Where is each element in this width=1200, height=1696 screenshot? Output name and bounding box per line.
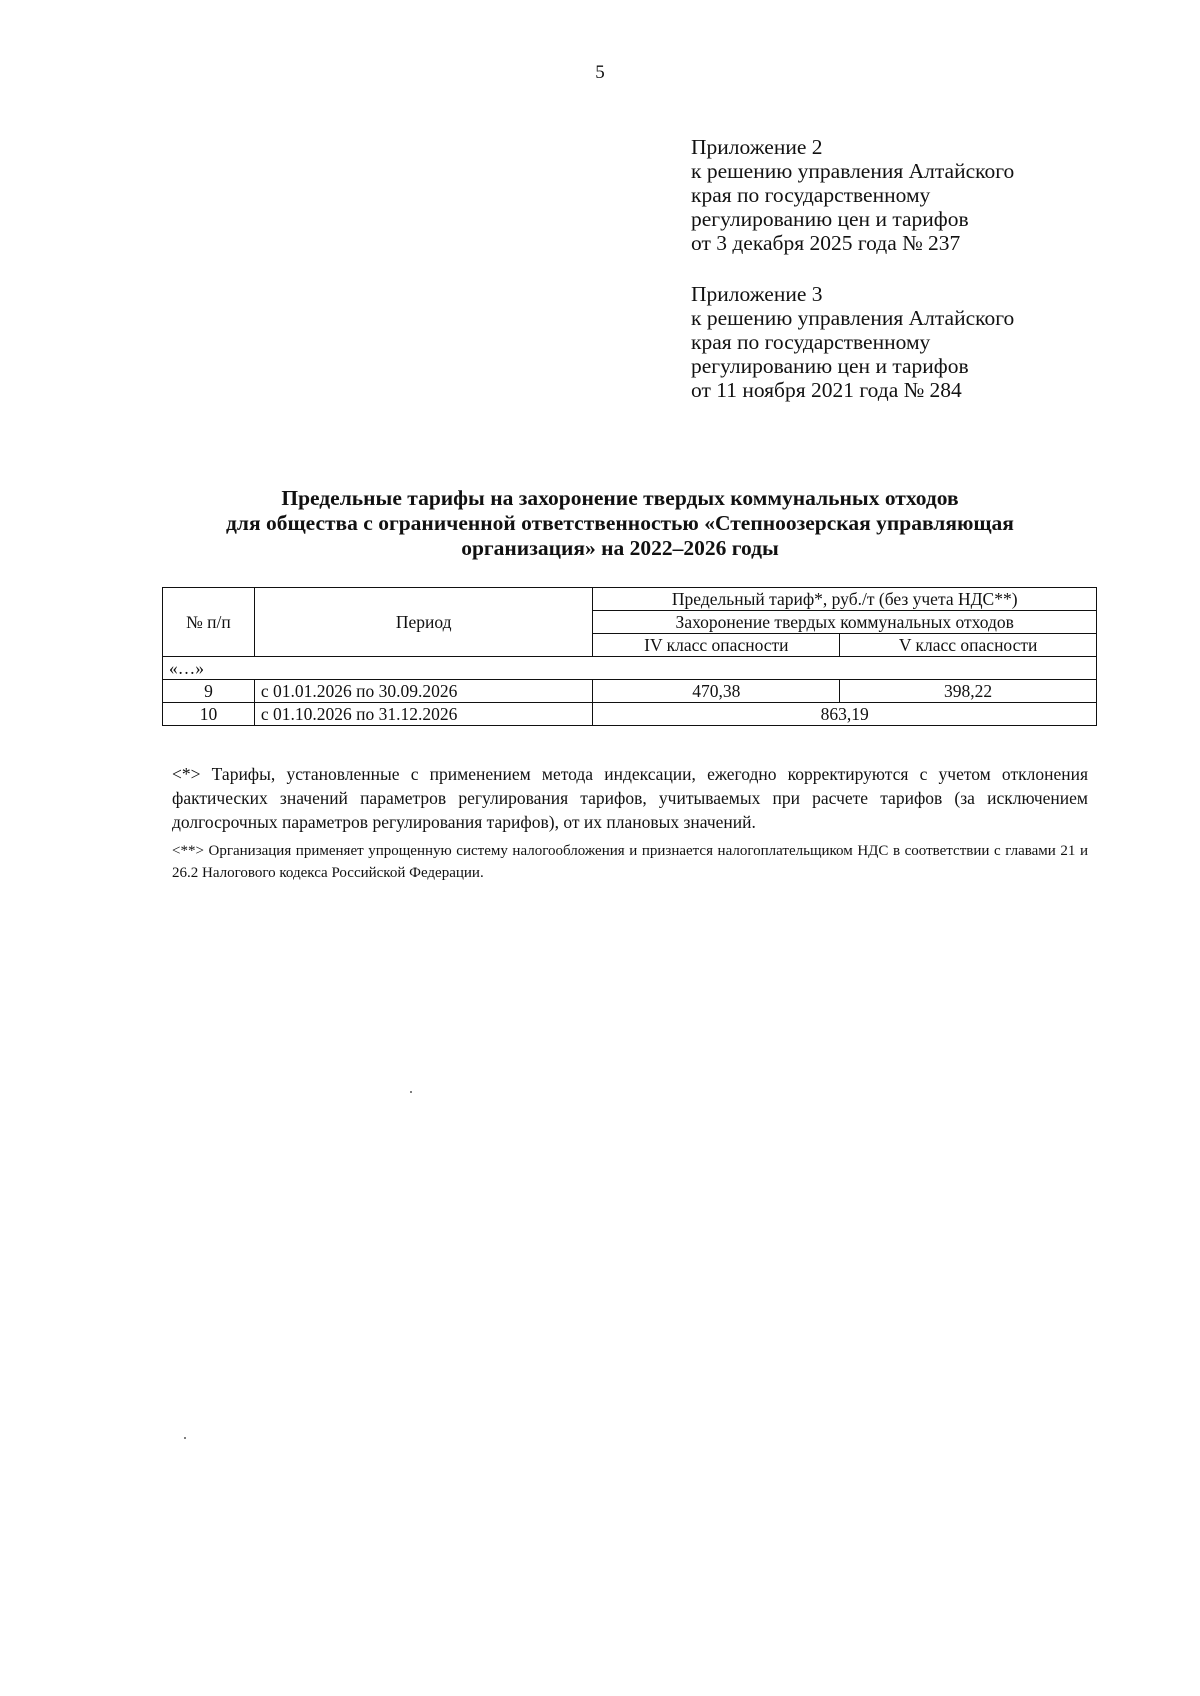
header-tariff: Предельный тариф*, руб./т (без учета НДС**) <box>593 588 1097 611</box>
cell-period: с 01.10.2026 по 31.12.2026 <box>254 703 593 726</box>
cell-number: 10 <box>163 703 255 726</box>
footnote-2: <**> Организация применяет упрощенную систему налогообложения и признается налогоплательщиком НДС в соответствии с главами 21 и 26.2 Налогового кодекса Российской Федерации. <box>172 843 1088 881</box>
appendix-3-line: регулированию цен и тарифов <box>691 354 969 378</box>
appendix-3-block <box>691 282 1111 402</box>
cell-number: 9 <box>163 680 255 703</box>
appendix-2-line: от 3 декабря 2025 года № 237 <box>691 231 961 255</box>
appendix-2-line: к решению управления Алтайского <box>691 159 1015 183</box>
appendix-2-block <box>691 135 1111 255</box>
table-row <box>163 680 1097 703</box>
page-number: 5 <box>595 62 605 83</box>
header-period: Период <box>254 588 593 657</box>
cell-class-v: 398,22 <box>840 680 1097 703</box>
footnotes <box>172 762 1088 884</box>
appendix-2-line: края по государственному <box>691 183 931 207</box>
table-header-row <box>163 588 1097 611</box>
tariff-table <box>162 587 1097 726</box>
table-row <box>163 703 1097 726</box>
table-row <box>163 657 1097 680</box>
appendix-3-line: Приложение 3 <box>691 282 823 306</box>
scan-speck <box>184 1437 186 1439</box>
ellipsis-cell: «…» <box>163 657 1097 680</box>
cell-merged-tariff: 863,19 <box>593 703 1097 726</box>
footnote-1: <*> Тарифы, установленные с применением метода индексации, ежегодно корректируются с учетом отклонения фактических значений параметров регулирования тарифов, учитываемых при расчете тарифов (за исключением долгосрочных параметров регулирования тарифов), от их плановых значений. <box>172 764 1088 832</box>
appendix-3-line: края по государственному <box>691 330 931 354</box>
header-burial: Захоронение твердых коммунальных отходов <box>593 611 1097 634</box>
title-line: для общества с ограниченной ответственностью «Степноозерская управляющая <box>226 511 1014 535</box>
document-title <box>160 486 1080 561</box>
title-line: организация» на 2022–2026 годы <box>461 536 779 560</box>
appendix-2-line: Приложение 2 <box>691 135 823 159</box>
scan-speck <box>410 1091 412 1093</box>
cell-period: с 01.01.2026 по 30.09.2026 <box>254 680 593 703</box>
header-number: № п/п <box>163 588 255 657</box>
appendix-3-line: от 11 ноября 2021 года № 284 <box>691 378 962 402</box>
header-class-v: V класс опасности <box>840 634 1097 657</box>
title-line: Предельные тарифы на захоронение твердых коммунальных отходов <box>281 486 959 510</box>
header-class-iv: IV класс опасности <box>593 634 840 657</box>
appendix-3-line: к решению управления Алтайского <box>691 306 1015 330</box>
appendix-2-line: регулированию цен и тарифов <box>691 207 969 231</box>
cell-class-iv: 470,38 <box>593 680 840 703</box>
